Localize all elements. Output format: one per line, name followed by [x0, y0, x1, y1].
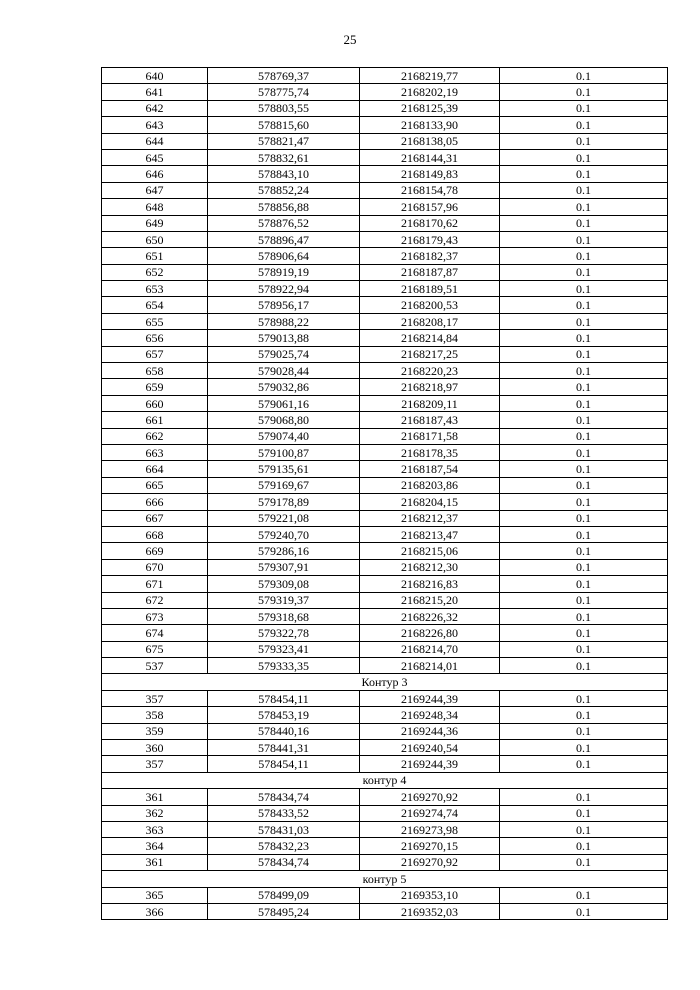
precision-cell: 0.1: [500, 821, 668, 837]
precision-cell: 0.1: [500, 100, 668, 116]
x-coordinate-cell: 579074,40: [208, 428, 360, 444]
point-number-cell: 642: [102, 100, 208, 116]
table-row: [102, 756, 668, 772]
table-row: [102, 215, 668, 231]
section-label: Контур 3: [102, 674, 668, 690]
point-number-cell: 666: [102, 494, 208, 510]
y-coordinate-cell: 2168220,23: [360, 363, 500, 379]
y-coordinate-cell: 2168202,19: [360, 84, 500, 100]
point-number-cell: 360: [102, 740, 208, 756]
precision-cell: 0.1: [500, 903, 668, 919]
y-coordinate-cell: 2169244,36: [360, 723, 500, 739]
x-coordinate-cell: 578896,47: [208, 231, 360, 247]
table-row: [102, 903, 668, 919]
x-coordinate-cell: 578431,03: [208, 821, 360, 837]
y-coordinate-cell: 2168179,43: [360, 231, 500, 247]
table-row: [102, 494, 668, 510]
table-row: [102, 428, 668, 444]
x-coordinate-cell: 579322,78: [208, 625, 360, 641]
precision-cell: 0.1: [500, 477, 668, 493]
point-number-cell: 665: [102, 477, 208, 493]
precision-cell: 0.1: [500, 297, 668, 313]
point-number-cell: 654: [102, 297, 208, 313]
table-row: [102, 690, 668, 706]
precision-cell: 0.1: [500, 395, 668, 411]
x-coordinate-cell: 579169,67: [208, 477, 360, 493]
y-coordinate-cell: 2169270,92: [360, 789, 500, 805]
y-coordinate-cell: 2168226,80: [360, 625, 500, 641]
table-row: [102, 854, 668, 870]
table-row: [102, 346, 668, 362]
table-row: [102, 789, 668, 805]
table-row: [102, 379, 668, 395]
table-row: [102, 838, 668, 854]
precision-cell: 0.1: [500, 428, 668, 444]
x-coordinate-cell: 579309,08: [208, 576, 360, 592]
x-coordinate-cell: 578434,74: [208, 854, 360, 870]
point-number-cell: 673: [102, 608, 208, 624]
x-coordinate-cell: 578906,64: [208, 248, 360, 264]
point-number-cell: 672: [102, 592, 208, 608]
x-coordinate-cell: 578434,74: [208, 789, 360, 805]
table-row: [102, 117, 668, 133]
point-number-cell: 675: [102, 641, 208, 657]
point-number-cell: 364: [102, 838, 208, 854]
table-row: [102, 625, 668, 641]
x-coordinate-cell: 578499,09: [208, 887, 360, 903]
precision-cell: 0.1: [500, 707, 668, 723]
precision-cell: 0.1: [500, 166, 668, 182]
point-number-cell: 660: [102, 395, 208, 411]
x-coordinate-cell: 578769,37: [208, 68, 360, 84]
table-row: [102, 477, 668, 493]
precision-cell: 0.1: [500, 199, 668, 215]
y-coordinate-cell: 2168216,83: [360, 576, 500, 592]
precision-cell: 0.1: [500, 182, 668, 198]
x-coordinate-cell: 578956,17: [208, 297, 360, 313]
precision-cell: 0.1: [500, 231, 668, 247]
precision-cell: 0.1: [500, 625, 668, 641]
precision-cell: 0.1: [500, 510, 668, 526]
point-number-cell: 363: [102, 821, 208, 837]
y-coordinate-cell: 2168138,05: [360, 133, 500, 149]
x-coordinate-cell: 578454,11: [208, 756, 360, 772]
table-row: [102, 608, 668, 624]
precision-cell: 0.1: [500, 494, 668, 510]
point-number-cell: 653: [102, 281, 208, 297]
y-coordinate-cell: 2168218,97: [360, 379, 500, 395]
x-coordinate-cell: 579221,08: [208, 510, 360, 526]
table-row: [102, 395, 668, 411]
y-coordinate-cell: 2168212,37: [360, 510, 500, 526]
x-coordinate-cell: 578453,19: [208, 707, 360, 723]
point-number-cell: 659: [102, 379, 208, 395]
table-row: [102, 166, 668, 182]
precision-cell: 0.1: [500, 281, 668, 297]
point-number-cell: 658: [102, 363, 208, 379]
x-coordinate-cell: 579068,80: [208, 412, 360, 428]
table-row: [102, 199, 668, 215]
table-row: [102, 248, 668, 264]
table-row: [102, 313, 668, 329]
x-coordinate-cell: 578876,52: [208, 215, 360, 231]
precision-cell: 0.1: [500, 608, 668, 624]
point-number-cell: 656: [102, 330, 208, 346]
precision-cell: 0.1: [500, 723, 668, 739]
x-coordinate-cell: 579286,16: [208, 543, 360, 559]
x-coordinate-cell: 578821,47: [208, 133, 360, 149]
table-row: [102, 821, 668, 837]
table-row: [102, 641, 668, 657]
x-coordinate-cell: 579032,86: [208, 379, 360, 395]
point-number-cell: 366: [102, 903, 208, 919]
section-label: контур 4: [102, 772, 668, 788]
precision-cell: 0.1: [500, 854, 668, 870]
table-row: [102, 149, 668, 165]
x-coordinate-cell: 578775,74: [208, 84, 360, 100]
y-coordinate-cell: 2168182,37: [360, 248, 500, 264]
table-row: [102, 444, 668, 460]
table-row: [102, 281, 668, 297]
point-number-cell: 664: [102, 461, 208, 477]
x-coordinate-cell: 579178,89: [208, 494, 360, 510]
table-row: [102, 658, 668, 674]
point-number-cell: 358: [102, 707, 208, 723]
point-number-cell: 644: [102, 133, 208, 149]
y-coordinate-cell: 2169270,92: [360, 854, 500, 870]
y-coordinate-cell: 2168217,25: [360, 346, 500, 362]
point-number-cell: 670: [102, 559, 208, 575]
y-coordinate-cell: 2168209,11: [360, 395, 500, 411]
section-label: контур 5: [102, 871, 668, 887]
x-coordinate-cell: 579100,87: [208, 444, 360, 460]
x-coordinate-cell: 578441,31: [208, 740, 360, 756]
x-coordinate-cell: 578988,22: [208, 313, 360, 329]
precision-cell: 0.1: [500, 526, 668, 542]
point-number-cell: 648: [102, 199, 208, 215]
y-coordinate-cell: 2169248,34: [360, 707, 500, 723]
table-row: [102, 68, 668, 84]
y-coordinate-cell: 2169273,98: [360, 821, 500, 837]
x-coordinate-cell: 578919,19: [208, 264, 360, 280]
precision-cell: 0.1: [500, 84, 668, 100]
point-number-cell: 651: [102, 248, 208, 264]
x-coordinate-cell: 579028,44: [208, 363, 360, 379]
precision-cell: 0.1: [500, 215, 668, 231]
precision-cell: 0.1: [500, 576, 668, 592]
x-coordinate-cell: 579307,91: [208, 559, 360, 575]
table-row: [102, 330, 668, 346]
table-row: [102, 543, 668, 559]
point-number-cell: 646: [102, 166, 208, 182]
precision-cell: 0.1: [500, 248, 668, 264]
precision-cell: 0.1: [500, 363, 668, 379]
point-number-cell: 359: [102, 723, 208, 739]
precision-cell: 0.1: [500, 68, 668, 84]
table-row: [102, 723, 668, 739]
x-coordinate-cell: 579318,68: [208, 608, 360, 624]
table-row: [102, 559, 668, 575]
point-number-cell: 650: [102, 231, 208, 247]
y-coordinate-cell: 2169240,54: [360, 740, 500, 756]
precision-cell: 0.1: [500, 789, 668, 805]
y-coordinate-cell: 2168170,62: [360, 215, 500, 231]
x-coordinate-cell: 578843,10: [208, 166, 360, 182]
coordinates-table: [101, 67, 668, 920]
x-coordinate-cell: 579135,61: [208, 461, 360, 477]
x-coordinate-cell: 579061,16: [208, 395, 360, 411]
y-coordinate-cell: 2169244,39: [360, 690, 500, 706]
point-number-cell: 669: [102, 543, 208, 559]
precision-cell: 0.1: [500, 313, 668, 329]
y-coordinate-cell: 2168203,86: [360, 477, 500, 493]
x-coordinate-cell: 578432,23: [208, 838, 360, 854]
y-coordinate-cell: 2168187,87: [360, 264, 500, 280]
precision-cell: 0.1: [500, 543, 668, 559]
y-coordinate-cell: 2168189,51: [360, 281, 500, 297]
y-coordinate-cell: 2169274,74: [360, 805, 500, 821]
table-row: [102, 805, 668, 821]
y-coordinate-cell: 2168208,17: [360, 313, 500, 329]
precision-cell: 0.1: [500, 838, 668, 854]
point-number-cell: 537: [102, 658, 208, 674]
precision-cell: 0.1: [500, 690, 668, 706]
table-row: [102, 297, 668, 313]
y-coordinate-cell: 2168214,70: [360, 641, 500, 657]
x-coordinate-cell: 578433,52: [208, 805, 360, 821]
x-coordinate-cell: 578803,55: [208, 100, 360, 116]
table-row: [102, 887, 668, 903]
y-coordinate-cell: 2168187,54: [360, 461, 500, 477]
y-coordinate-cell: 2168215,06: [360, 543, 500, 559]
x-coordinate-cell: 579323,41: [208, 641, 360, 657]
y-coordinate-cell: 2168187,43: [360, 412, 500, 428]
y-coordinate-cell: 2168133,90: [360, 117, 500, 133]
precision-cell: 0.1: [500, 149, 668, 165]
section-header-row: [102, 772, 668, 788]
point-number-cell: 667: [102, 510, 208, 526]
y-coordinate-cell: 2168144,31: [360, 149, 500, 165]
x-coordinate-cell: 578440,16: [208, 723, 360, 739]
point-number-cell: 674: [102, 625, 208, 641]
table-row: [102, 576, 668, 592]
precision-cell: 0.1: [500, 346, 668, 362]
precision-cell: 0.1: [500, 559, 668, 575]
precision-cell: 0.1: [500, 461, 668, 477]
x-coordinate-cell: 578852,24: [208, 182, 360, 198]
y-coordinate-cell: 2168171,58: [360, 428, 500, 444]
precision-cell: 0.1: [500, 740, 668, 756]
coordinates-table-body: [102, 68, 668, 920]
y-coordinate-cell: 2168213,47: [360, 526, 500, 542]
y-coordinate-cell: 2168214,84: [360, 330, 500, 346]
x-coordinate-cell: 579319,37: [208, 592, 360, 608]
y-coordinate-cell: 2168212,30: [360, 559, 500, 575]
y-coordinate-cell: 2168204,15: [360, 494, 500, 510]
x-coordinate-cell: 578922,94: [208, 281, 360, 297]
point-number-cell: 365: [102, 887, 208, 903]
precision-cell: 0.1: [500, 805, 668, 821]
point-number-cell: 361: [102, 789, 208, 805]
point-number-cell: 668: [102, 526, 208, 542]
y-coordinate-cell: 2168200,53: [360, 297, 500, 313]
y-coordinate-cell: 2169270,15: [360, 838, 500, 854]
table-row: [102, 264, 668, 280]
y-coordinate-cell: 2169352,03: [360, 903, 500, 919]
precision-cell: 0.1: [500, 444, 668, 460]
point-number-cell: 362: [102, 805, 208, 821]
x-coordinate-cell: 578454,11: [208, 690, 360, 706]
point-number-cell: 640: [102, 68, 208, 84]
precision-cell: 0.1: [500, 756, 668, 772]
section-header-row: [102, 871, 668, 887]
x-coordinate-cell: 578815,60: [208, 117, 360, 133]
precision-cell: 0.1: [500, 117, 668, 133]
point-number-cell: 645: [102, 149, 208, 165]
point-number-cell: 671: [102, 576, 208, 592]
precision-cell: 0.1: [500, 887, 668, 903]
precision-cell: 0.1: [500, 379, 668, 395]
point-number-cell: 663: [102, 444, 208, 460]
y-coordinate-cell: 2169353,10: [360, 887, 500, 903]
table-row: [102, 231, 668, 247]
page-number: 25: [343, 32, 357, 47]
section-header-row: [102, 674, 668, 690]
point-number-cell: 641: [102, 84, 208, 100]
precision-cell: 0.1: [500, 133, 668, 149]
table-row: [102, 592, 668, 608]
table-row: [102, 740, 668, 756]
y-coordinate-cell: 2168125,39: [360, 100, 500, 116]
point-number-cell: 657: [102, 346, 208, 362]
point-number-cell: 649: [102, 215, 208, 231]
table-row: [102, 182, 668, 198]
table-row: [102, 510, 668, 526]
table-row: [102, 526, 668, 542]
x-coordinate-cell: 579025,74: [208, 346, 360, 362]
point-number-cell: 357: [102, 690, 208, 706]
table-row: [102, 412, 668, 428]
x-coordinate-cell: 578832,61: [208, 149, 360, 165]
table-row: [102, 461, 668, 477]
y-coordinate-cell: 2168178,35: [360, 444, 500, 460]
point-number-cell: 652: [102, 264, 208, 280]
point-number-cell: 361: [102, 854, 208, 870]
table-row: [102, 84, 668, 100]
point-number-cell: 655: [102, 313, 208, 329]
precision-cell: 0.1: [500, 412, 668, 428]
y-coordinate-cell: 2169244,39: [360, 756, 500, 772]
y-coordinate-cell: 2168154,78: [360, 182, 500, 198]
point-number-cell: 643: [102, 117, 208, 133]
point-number-cell: 647: [102, 182, 208, 198]
point-number-cell: 662: [102, 428, 208, 444]
precision-cell: 0.1: [500, 330, 668, 346]
precision-cell: 0.1: [500, 264, 668, 280]
y-coordinate-cell: 2168215,20: [360, 592, 500, 608]
x-coordinate-cell: 578856,88: [208, 199, 360, 215]
table-row: [102, 707, 668, 723]
x-coordinate-cell: 579240,70: [208, 526, 360, 542]
precision-cell: 0.1: [500, 592, 668, 608]
x-coordinate-cell: 579333,35: [208, 658, 360, 674]
y-coordinate-cell: 2168149,83: [360, 166, 500, 182]
y-coordinate-cell: 2168226,32: [360, 608, 500, 624]
point-number-cell: 661: [102, 412, 208, 428]
precision-cell: 0.1: [500, 641, 668, 657]
y-coordinate-cell: 2168157,96: [360, 199, 500, 215]
table-row: [102, 363, 668, 379]
y-coordinate-cell: 2168219,77: [360, 68, 500, 84]
x-coordinate-cell: 578495,24: [208, 903, 360, 919]
table-row: [102, 100, 668, 116]
table-row: [102, 133, 668, 149]
y-coordinate-cell: 2168214,01: [360, 658, 500, 674]
precision-cell: 0.1: [500, 658, 668, 674]
x-coordinate-cell: 579013,88: [208, 330, 360, 346]
point-number-cell: 357: [102, 756, 208, 772]
